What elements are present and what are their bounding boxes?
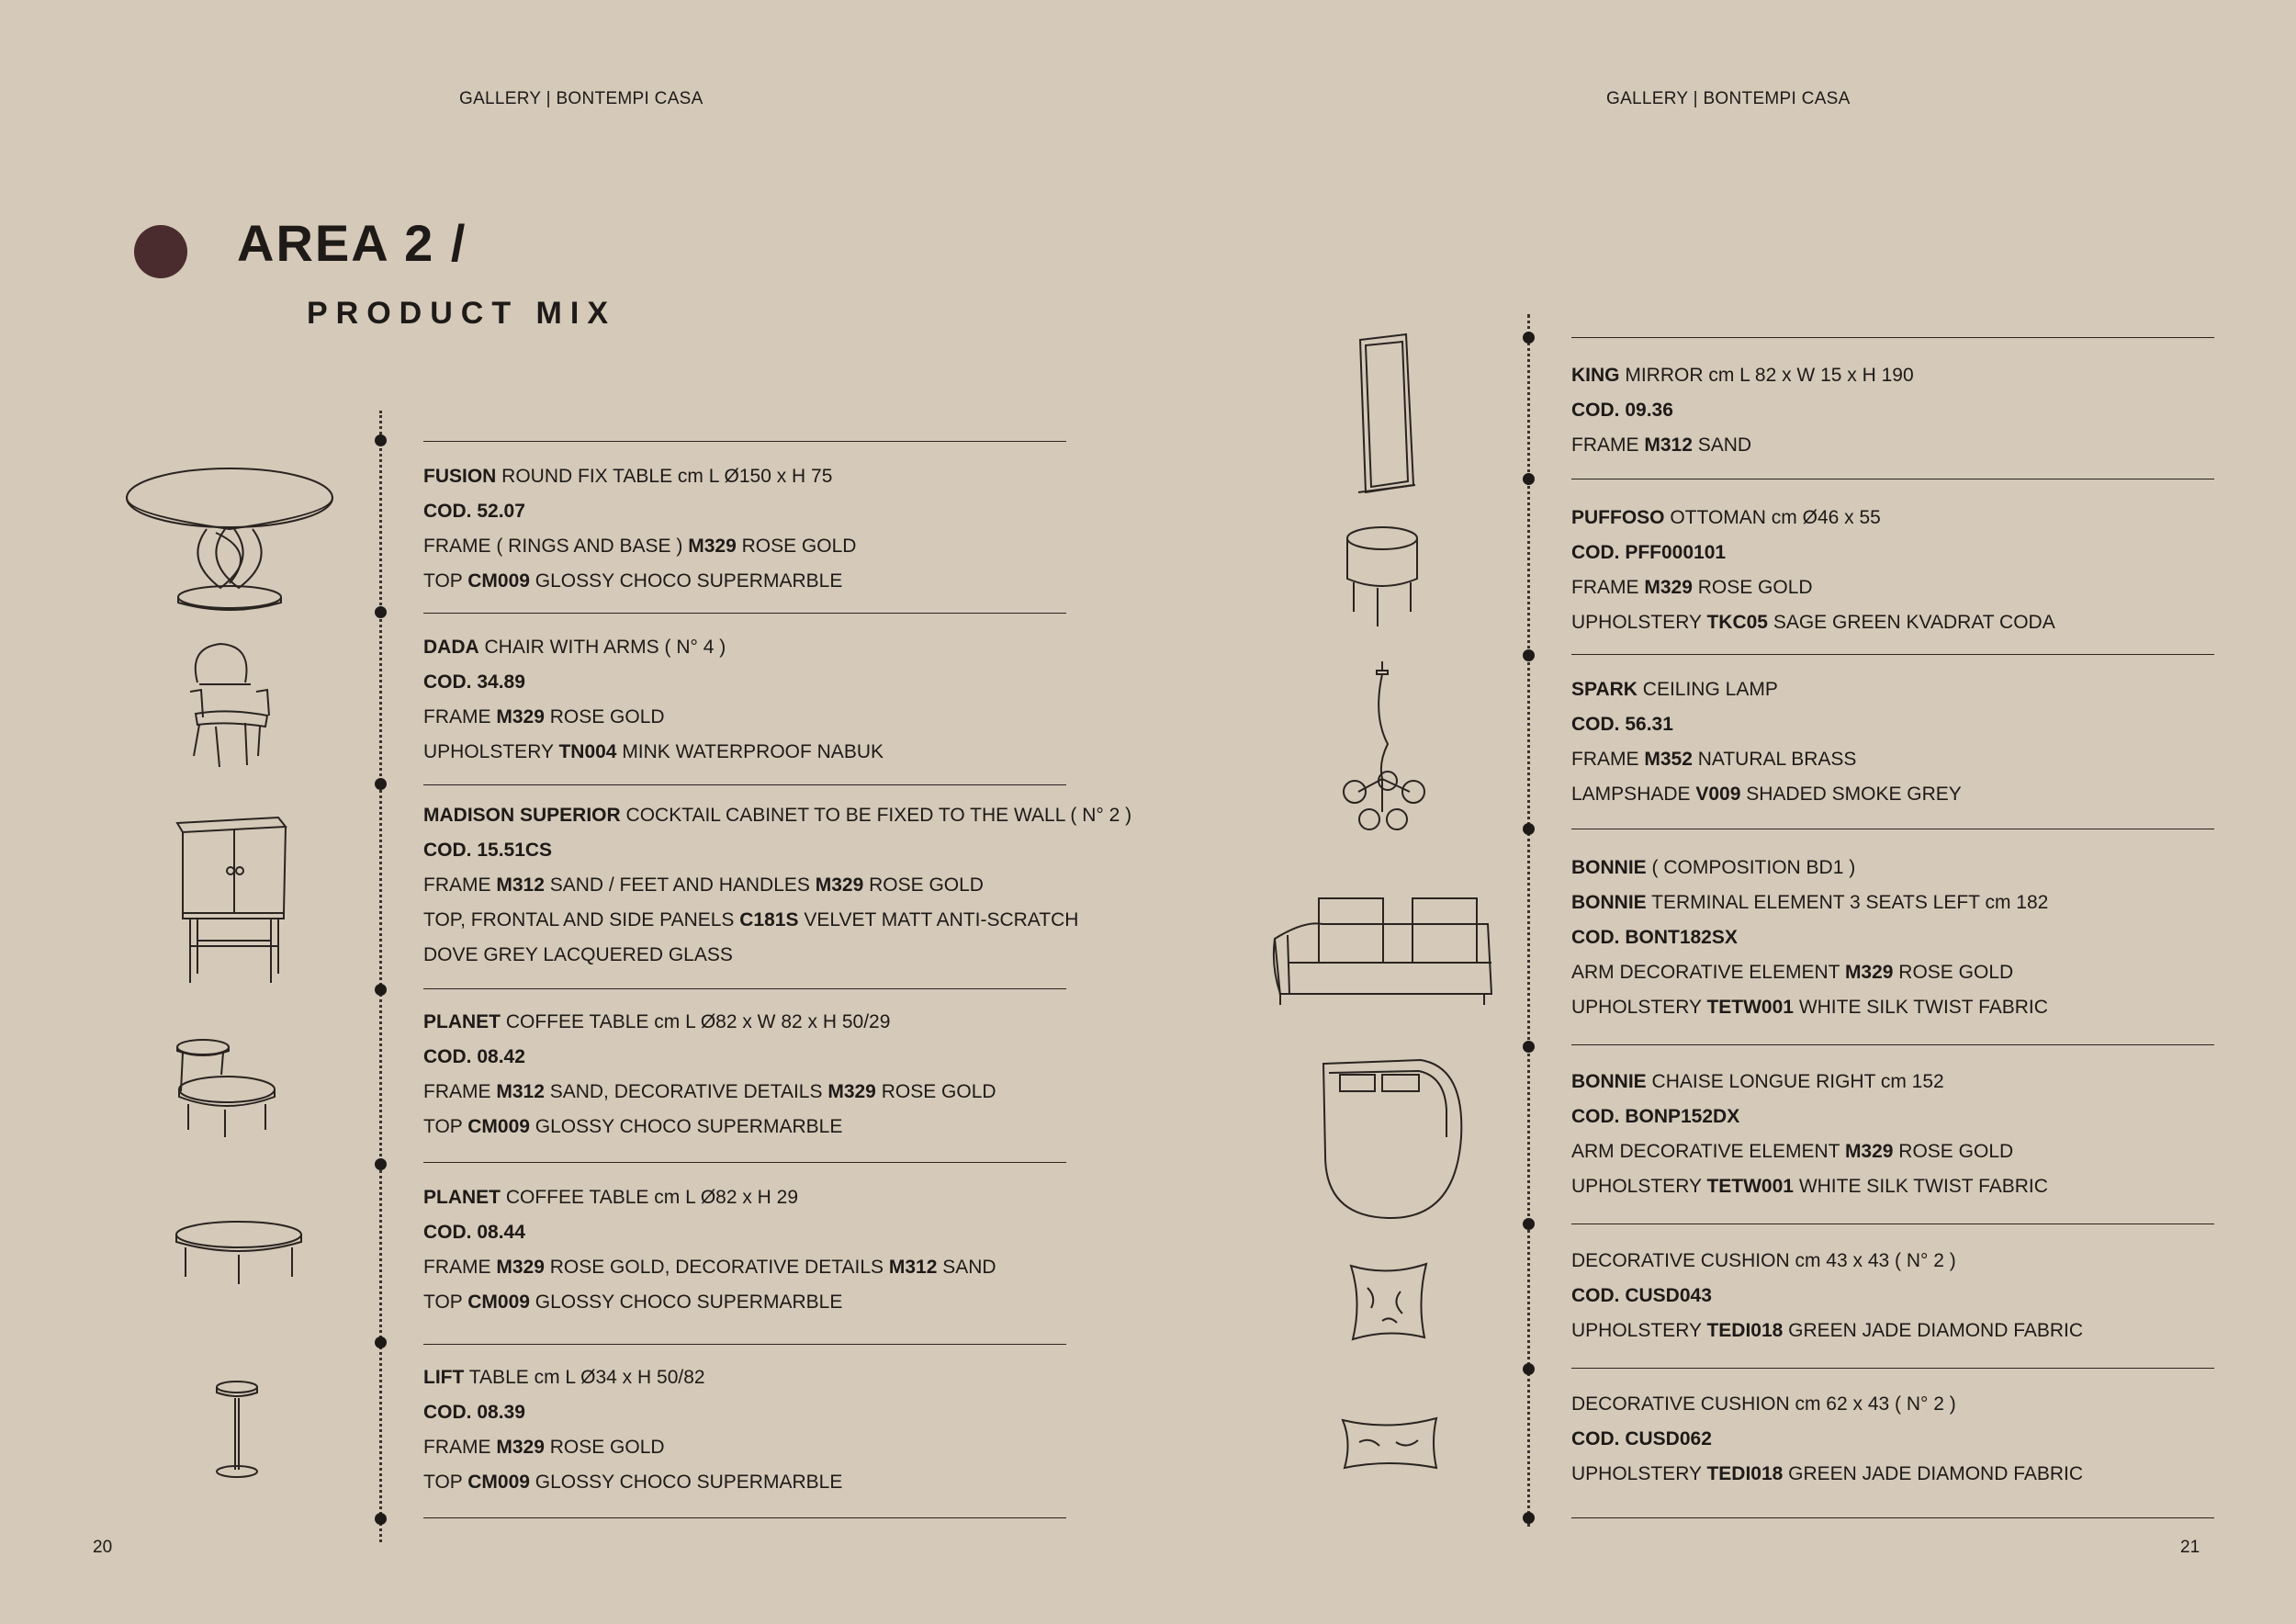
product-detail-line	[423, 1430, 842, 1465]
bold-text: M352	[1644, 749, 1693, 770]
product-detail-line	[423, 938, 1131, 973]
product-detail-line	[423, 1360, 842, 1395]
text-run: ROSE GOLD	[1893, 1141, 2014, 1162]
bold-text: LIFT	[423, 1367, 465, 1388]
ceiling-lamp-icon	[1336, 661, 1428, 840]
bold-text: DADA	[423, 637, 479, 658]
product-detail-line	[1571, 742, 1962, 777]
bold-text: COD. 08.44	[423, 1222, 525, 1243]
bold-text: M329	[1644, 577, 1693, 598]
divider-line	[423, 441, 1066, 442]
bold-text: BONNIE	[1571, 892, 1647, 913]
timeline-bullet	[1523, 1512, 1535, 1524]
bold-text: COD. PFF000101	[1571, 542, 1727, 563]
text-run: SAGE GREEN KVADRAT CODA	[1767, 612, 2055, 633]
bold-text: TETW001	[1706, 997, 1794, 1018]
product-detail-line	[423, 529, 856, 564]
text-run: MINK WATERPROOF NABUK	[616, 741, 884, 762]
text-run: UPHOLSTERY	[1571, 1320, 1707, 1341]
product-detail-line	[423, 1285, 996, 1320]
divider-line	[423, 1517, 1066, 1518]
text-run: SHADED SMOKE GREY	[1740, 784, 1962, 805]
text-run: TOP	[423, 1291, 468, 1313]
bold-text: MADISON SUPERIOR	[423, 805, 621, 826]
floor-mirror-icon	[1355, 331, 1419, 501]
text-run: ROSE GOLD, DECORATIVE DETAILS	[544, 1257, 889, 1278]
bold-text: COD. BONT182SX	[1571, 927, 1738, 948]
product-detail-line	[1571, 1134, 2048, 1169]
text-run: GREEN JADE DIAMOND FABRIC	[1783, 1320, 2084, 1341]
bold-text: PLANET	[423, 1187, 501, 1208]
product-detail-line	[423, 833, 1131, 868]
product-detail-line	[423, 1395, 842, 1430]
bold-text: TKC05	[1706, 612, 1768, 633]
product-cushion-43	[1571, 1244, 2083, 1348]
text-run: GREEN JADE DIAMOND FABRIC	[1783, 1463, 2084, 1484]
bold-text: CM009	[467, 1116, 530, 1137]
timeline-bullet	[1523, 1363, 1535, 1375]
running-header-right: GALLERY | BONTEMPI CASA	[1606, 89, 1851, 108]
chaise-longue-icon	[1318, 1054, 1465, 1224]
area-subtitle: PRODUCT MIX	[307, 296, 616, 331]
product-detail-line	[1571, 501, 2055, 536]
product-planet-coffee-table-2	[423, 1180, 996, 1320]
bold-text: COD. CUSD043	[1571, 1285, 1712, 1306]
text-run: ROSE GOLD	[1692, 577, 1813, 598]
bold-text: COD. 09.36	[1571, 400, 1673, 421]
bold-text: BONNIE	[1571, 1071, 1647, 1092]
cocktail-cabinet-icon	[170, 810, 289, 989]
bold-text: SPARK	[1571, 679, 1638, 700]
product-detail-line	[1571, 605, 2055, 640]
text-run: FRAME ( RINGS AND BASE )	[423, 536, 689, 557]
text-run: FRAME	[1571, 434, 1645, 456]
bold-text: BONNIE	[1571, 857, 1647, 878]
product-bonnie-terminal	[1571, 851, 2048, 1025]
product-detail-line	[423, 868, 1131, 903]
divider-line	[1571, 654, 2214, 655]
text-run: CHAIR WITH ARMS ( N° 4 )	[478, 637, 726, 658]
bold-text: M329	[827, 1081, 876, 1102]
bold-text: COD. BONP152DX	[1571, 1106, 1740, 1127]
product-detail-line	[1571, 1169, 2048, 1204]
text-run: NATURAL BRASS	[1692, 749, 1857, 770]
timeline-bullet	[375, 1158, 387, 1170]
round-coffee-table-icon	[173, 1218, 306, 1287]
text-run: OTTOMAN cm Ø46 x 55	[1664, 507, 1881, 528]
bold-text: TN004	[558, 741, 617, 762]
product-detail-line	[423, 564, 856, 599]
bold-text: COD. 52.07	[423, 501, 525, 522]
divider-line	[1571, 1517, 2214, 1518]
bold-text: M312	[496, 874, 545, 896]
bold-text: M329	[1844, 962, 1894, 983]
divider-line	[1571, 1368, 2214, 1369]
text-run: COCKTAIL CABINET TO BE FIXED TO THE WALL ( N° 2 )	[620, 805, 1132, 826]
timeline-bullet	[1523, 649, 1535, 661]
product-detail-line	[423, 1250, 996, 1285]
text-run: UPHOLSTERY	[1571, 1176, 1707, 1197]
product-detail-line	[423, 665, 884, 700]
product-detail-line	[423, 1110, 996, 1145]
product-detail-line	[423, 494, 856, 529]
text-run: UPHOLSTERY	[1571, 1463, 1707, 1484]
text-run: LAMPSHADE	[1571, 784, 1696, 805]
text-run: WHITE SILK TWIST FABRIC	[1793, 997, 2048, 1018]
text-run: GLOSSY CHOCO SUPERMARBLE	[529, 570, 843, 592]
rectangular-cushion-icon	[1339, 1415, 1440, 1472]
text-run: COFFEE TABLE cm L Ø82 x H 29	[501, 1187, 799, 1208]
text-run: TOP, FRONTAL AND SIDE PANELS	[423, 909, 740, 930]
bold-text: M329	[496, 1257, 545, 1278]
text-run: UPHOLSTERY	[1571, 997, 1707, 1018]
armchair-icon	[179, 638, 280, 772]
text-run: UPHOLSTERY	[423, 741, 559, 762]
product-detail-line	[1571, 990, 2048, 1025]
timeline-bullet	[1523, 823, 1535, 835]
product-detail-line	[423, 1215, 996, 1250]
product-detail-line	[423, 798, 1131, 833]
divider-line	[423, 1162, 1066, 1163]
product-detail-line	[1571, 1422, 2083, 1457]
sofa-terminal-icon	[1267, 893, 1497, 1012]
product-detail-line	[1571, 536, 2055, 570]
text-run: ROSE GOLD	[863, 874, 984, 896]
bold-text: M329	[496, 1437, 545, 1458]
product-planet-coffee-table-1	[423, 1005, 996, 1145]
text-run: COFFEE TABLE cm L Ø82 x W 82 x H 50/29	[501, 1011, 891, 1032]
ottoman-icon	[1341, 524, 1424, 629]
text-run: TOP	[423, 570, 468, 592]
divider-line	[1571, 337, 2214, 338]
bold-text: CM009	[467, 570, 530, 592]
product-detail-line	[1571, 570, 2055, 605]
bold-text: COD. 08.42	[423, 1046, 525, 1067]
bold-text: PUFFOSO	[1571, 507, 1665, 528]
text-run: FRAME	[1571, 749, 1645, 770]
left-timeline	[379, 411, 382, 1542]
product-detail-line	[1571, 672, 1962, 707]
product-king-mirror	[1571, 358, 1914, 463]
timeline-bullet	[375, 984, 387, 996]
bold-text: COD. 56.31	[1571, 714, 1673, 735]
text-run: UPHOLSTERY	[1571, 612, 1707, 633]
timeline-bullet	[375, 778, 387, 790]
product-detail-line	[1571, 920, 2048, 955]
timeline-bullet	[375, 1336, 387, 1348]
bold-text: PLANET	[423, 1011, 501, 1032]
product-detail-line	[1571, 1244, 2083, 1279]
product-detail-line	[423, 735, 884, 770]
text-run: GLOSSY CHOCO SUPERMARBLE	[529, 1472, 843, 1493]
bold-text: M329	[688, 536, 737, 557]
bold-text: C181S	[739, 909, 799, 930]
product-dada-chair	[423, 630, 884, 770]
bold-text: M312	[888, 1257, 938, 1278]
round-table-icon	[119, 459, 340, 615]
bold-text: CM009	[467, 1291, 530, 1313]
product-detail-line	[423, 1005, 996, 1040]
bold-text: TETW001	[1706, 1176, 1794, 1197]
product-puffoso-ottoman	[1571, 501, 2055, 640]
bold-text: COD. CUSD062	[1571, 1428, 1712, 1449]
text-run: GLOSSY CHOCO SUPERMARBLE	[529, 1291, 843, 1313]
timeline-bullet	[1523, 473, 1535, 485]
product-cushion-62	[1571, 1387, 2083, 1492]
product-detail-line	[1571, 1314, 2083, 1348]
divider-line	[423, 613, 1066, 614]
text-run: ARM DECORATIVE ELEMENT	[1571, 1141, 1845, 1162]
divider-line	[1571, 1044, 2214, 1045]
product-detail-line	[423, 1075, 996, 1110]
bold-text: FUSION	[423, 466, 497, 487]
product-fusion-table	[423, 459, 856, 599]
page-number-right: 21	[2180, 1538, 2200, 1557]
product-detail-line	[1571, 851, 2048, 885]
product-spark-lamp	[1571, 672, 1962, 812]
page-number-left: 20	[93, 1538, 113, 1557]
divider-line	[423, 1344, 1066, 1345]
bold-text: KING	[1571, 365, 1620, 386]
product-detail-line	[1571, 1065, 2048, 1100]
text-run: ROSE GOLD	[544, 706, 665, 727]
bold-text: TEDI018	[1706, 1463, 1784, 1484]
text-run: SAND / FEET AND HANDLES	[544, 874, 816, 896]
text-run: CHAISE LONGUE RIGHT cm 152	[1646, 1071, 1944, 1092]
bold-text: M329	[1844, 1141, 1894, 1162]
bold-text: COD. 15.51CS	[423, 840, 553, 861]
text-run: ROUND FIX TABLE cm L Ø150 x H 75	[496, 466, 833, 487]
text-run: DOVE GREY LACQUERED GLASS	[423, 944, 733, 965]
right-timeline	[1527, 314, 1530, 1527]
product-detail-line	[1571, 1100, 2048, 1134]
bold-text: M312	[1644, 434, 1693, 456]
text-run: TABLE cm L Ø34 x H 50/82	[464, 1367, 705, 1388]
lift-table-icon	[209, 1378, 264, 1481]
timeline-bullet	[1523, 1041, 1535, 1053]
bold-text: CM009	[467, 1472, 530, 1493]
text-run: FRAME	[423, 1257, 497, 1278]
bold-text: M329	[496, 706, 545, 727]
product-detail-line	[1571, 428, 1914, 463]
area-title: AREA 2 /	[237, 214, 467, 272]
coffee-table-set-icon	[170, 1036, 280, 1142]
text-run: DECORATIVE CUSHION cm 43 x 43 ( N° 2 )	[1571, 1250, 1956, 1271]
text-run: SAND	[937, 1257, 996, 1278]
bold-text: M312	[496, 1081, 545, 1102]
timeline-bullet	[375, 606, 387, 618]
product-detail-line	[1571, 1457, 2083, 1492]
divider-line	[423, 988, 1066, 989]
product-detail-line	[1571, 955, 2048, 990]
text-run: ROSE GOLD	[544, 1437, 665, 1458]
text-run: CEILING LAMP	[1637, 679, 1778, 700]
text-run: FRAME	[1571, 577, 1645, 598]
text-run: FRAME	[423, 1081, 497, 1102]
product-detail-line	[1571, 1387, 2083, 1422]
product-detail-line	[1571, 358, 1914, 393]
product-detail-line	[423, 1465, 842, 1500]
product-detail-line	[1571, 777, 1962, 812]
text-run: DECORATIVE CUSHION cm 62 x 43 ( N° 2 )	[1571, 1393, 1956, 1415]
bold-text: TEDI018	[1706, 1320, 1784, 1341]
product-detail-line	[1571, 1279, 2083, 1314]
text-run: ROSE GOLD	[1893, 962, 2014, 983]
text-run: ROSE GOLD	[736, 536, 857, 557]
text-run: WHITE SILK TWIST FABRIC	[1793, 1176, 2048, 1197]
text-run: FRAME	[423, 874, 497, 896]
product-detail-line	[423, 1040, 996, 1075]
text-run: MIRROR cm L 82 x W 15 x H 190	[1619, 365, 1914, 386]
product-detail-line	[423, 1180, 996, 1215]
timeline-bullet	[1523, 332, 1535, 344]
text-run: FRAME	[423, 1437, 497, 1458]
product-detail-line	[423, 700, 884, 735]
text-run: ARM DECORATIVE ELEMENT	[1571, 962, 1845, 983]
product-madison-cabinet	[423, 798, 1131, 973]
bold-text: M329	[815, 874, 864, 896]
product-detail-line	[1571, 707, 1962, 742]
timeline-bullet	[375, 434, 387, 446]
product-detail-line	[423, 903, 1131, 938]
text-run: ( COMPOSITION BD1 )	[1646, 857, 1856, 878]
square-cushion-icon	[1345, 1260, 1433, 1343]
product-detail-line	[423, 459, 856, 494]
area-accent-dot	[134, 225, 187, 278]
timeline-bullet	[1523, 1218, 1535, 1230]
bold-text: COD. 08.39	[423, 1402, 525, 1423]
bold-text: COD. 34.89	[423, 671, 525, 693]
text-run: TERMINAL ELEMENT 3 SEATS LEFT cm 182	[1646, 892, 2049, 913]
product-bonnie-chaise	[1571, 1065, 2048, 1204]
text-run: VELVET MATT ANTI-SCRATCH	[798, 909, 1079, 930]
timeline-bullet	[375, 1513, 387, 1525]
running-header-left: GALLERY | BONTEMPI CASA	[459, 89, 703, 108]
text-run: TOP	[423, 1116, 468, 1137]
text-run: SAND, DECORATIVE DETAILS	[544, 1081, 828, 1102]
text-run: TOP	[423, 1472, 468, 1493]
divider-line	[423, 784, 1066, 785]
text-run: FRAME	[423, 706, 497, 727]
product-detail-line	[423, 630, 884, 665]
product-detail-line	[1571, 885, 2048, 920]
text-run: GLOSSY CHOCO SUPERMARBLE	[529, 1116, 843, 1137]
product-lift-table	[423, 1360, 842, 1500]
product-detail-line	[1571, 393, 1914, 428]
bold-text: V009	[1695, 784, 1741, 805]
text-run: ROSE GOLD	[875, 1081, 996, 1102]
text-run: SAND	[1692, 434, 1752, 456]
